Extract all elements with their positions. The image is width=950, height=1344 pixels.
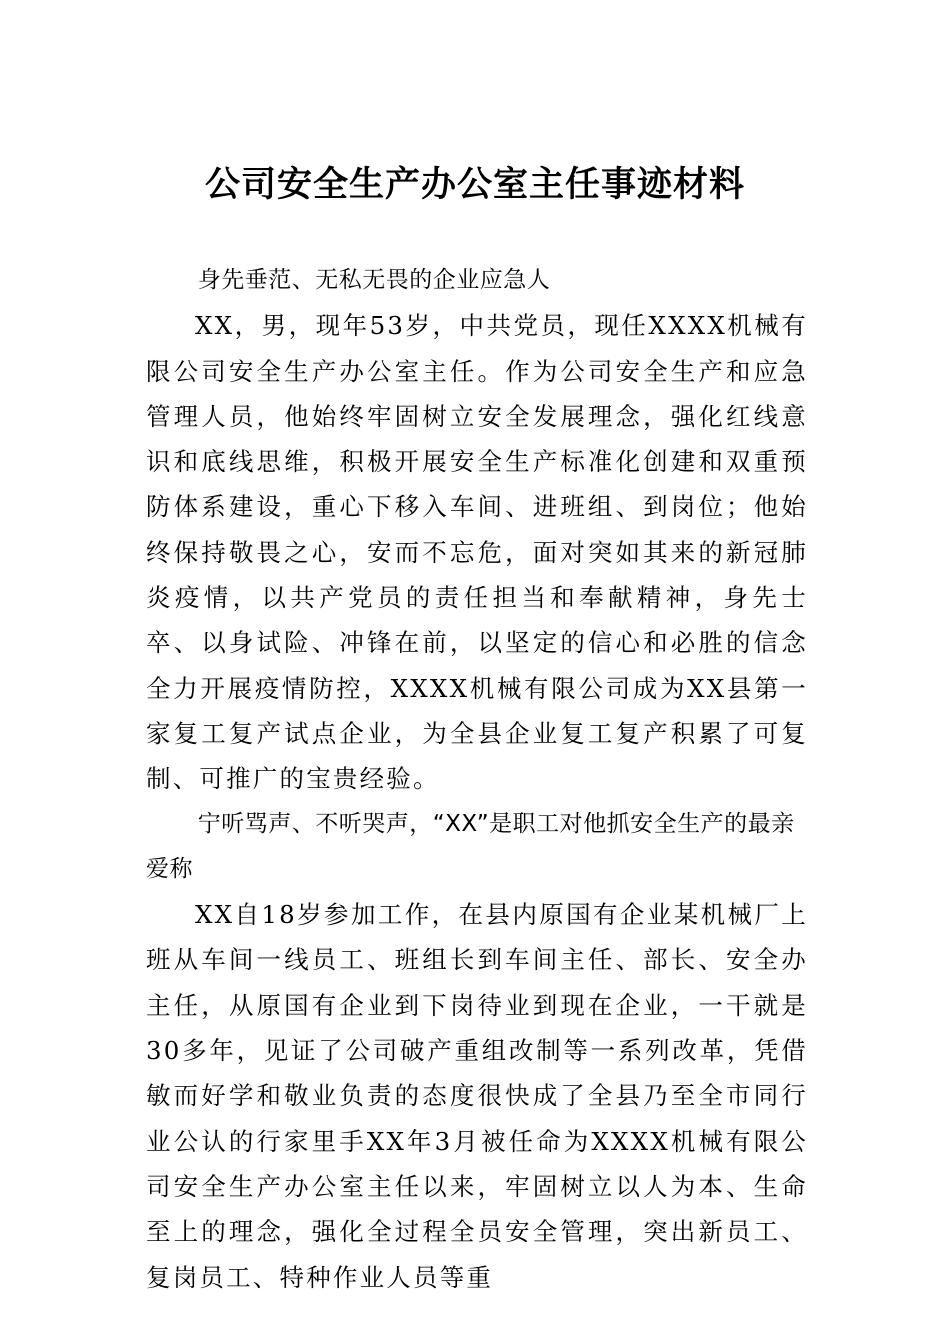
section-heading-2: 宁听骂声、不听哭声，“XX”是职工对他抓安全生产的最亲爱称 bbox=[146, 810, 795, 882]
document-title: 公司安全生产办公室主任事迹材料 bbox=[204, 164, 745, 205]
document-body bbox=[146, 258, 808, 1300]
section-paragraph-2: XX自18岁参加工作，在县内原国有企业某机械厂上班从车间一线员工、班组长到车间主任、部长、安全办主任，从原国有企业到下岗待业到现在企业，一干就是30多年，见证了公司破产重组改制等一系列改革，凭借敏而好学和敬业负责的态度很快成了全县乃至全市同行业公认的行家里手XX年3月被任命为XXXX机械有限公司安全生产办公室主任以来，牢固树立以人为本、生命至上的理念，强化全过程全员安全管理，突出新员工、复岗员工、特种作业人员等重 bbox=[146, 900, 808, 1292]
section-paragraph-1: XX，男，现年53岁，中共党员，现任XXXX机械有限公司安全生产办公室主任。作为公司安全生产和应急管理人员，他始终牢固树立安全发展理念，强化红线意识和底线思维，积极开展安全生产标准化创建和双重预防体系建设，重心下移入车间、进班组、到岗位；他始终保持敬畏之心，安而不忘危，面对突如其来的新冠肺炎疫情，以共产党员的责任担当和奉献精神，身先士卒、以身试险、冲锋在前，以坚定的信心和必胜的信念全力开展疫情防控，XXXX机械有限公司成为XX县第一家复工复产试点企业，为全县企业复工复产积累了可复制、可推广的宝贵经验。 bbox=[146, 311, 808, 794]
section-heading-1: 身先垂范、无私无畏的企业应急人 bbox=[197, 267, 551, 293]
